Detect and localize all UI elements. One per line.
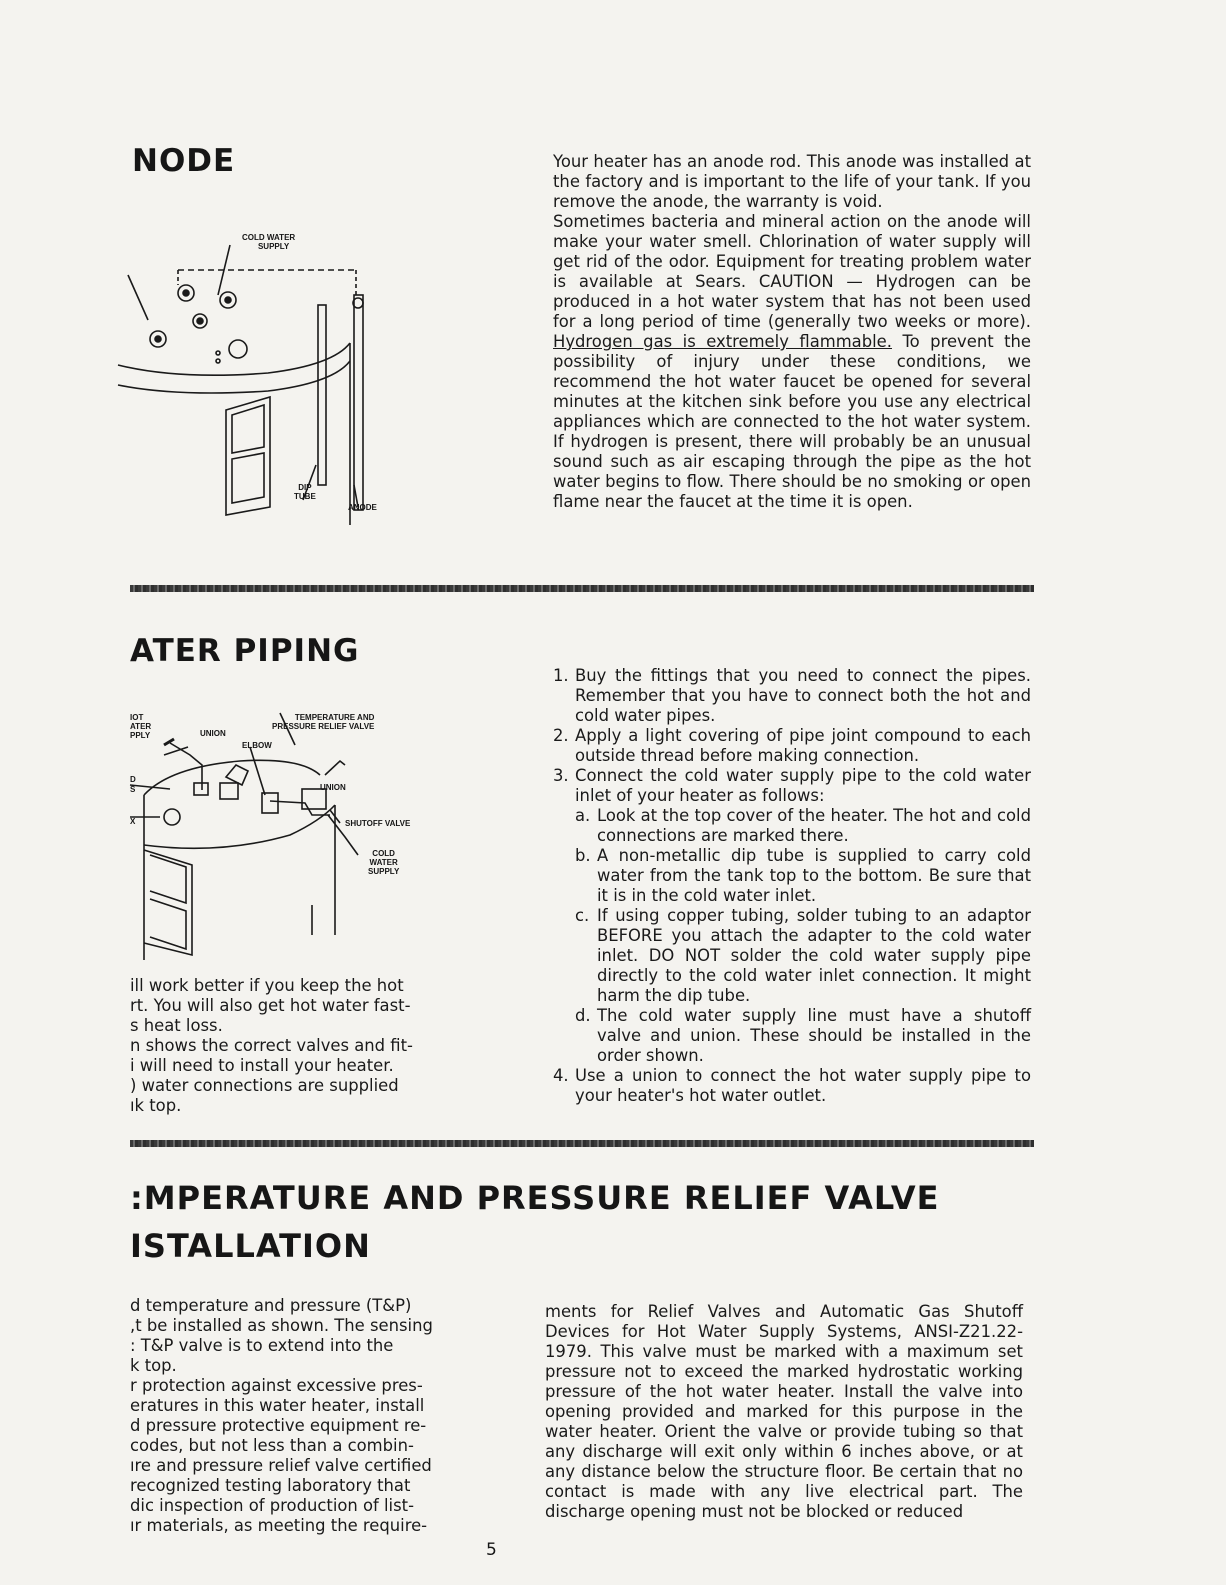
- tp-left-line: k top.: [130, 1356, 177, 1375]
- label-mark-s: S: [130, 785, 136, 794]
- tp-left-line: eratures in this water heater, install: [130, 1396, 425, 1415]
- piping-left-line: ) water connections are supplied: [130, 1076, 399, 1095]
- substep-c: [575, 906, 1031, 1006]
- section-divider-1: [130, 585, 1034, 592]
- section-heading-water-piping: ATER PIPING: [130, 633, 360, 669]
- tp-right-paragraph: ments for Relief Valves and Automatic Gas Shutoff Devices for Hot Water Supply Systems, ANSI-Z21.22-1979. This valve must be marked with a maximum set pressure not to exceed the marked hydrostatic working pressure of the hot water heater. Install the valve into opening provided and marked for this purpose in the water heater. Orient the valve or provide tubing so that any discharge will exit only within 6 inches above, or at any distance below the structure floor. Be certain that no contact is made with any live electrical part. The discharge opening must not be blocked or reduced: [545, 1302, 1023, 1521]
- anode-paragraph-1: Your heater has an anode rod. This anode was installed at the factory and is important to the life of your tank. If you remove the anode, the warranty is void.: [553, 152, 1031, 211]
- substep-text: A non-metallic dip tube is supplied to carry cold water from the tank top to the bottom. Be sure that it is in the cold water inlet.: [597, 846, 1031, 905]
- step-number: 1.: [553, 666, 569, 685]
- tp-left-line: dic inspection of production of list-: [130, 1496, 414, 1515]
- section-divider-2: [130, 1140, 1034, 1147]
- label-cold-water-supply-2: [368, 849, 399, 876]
- step-4: [553, 1066, 1031, 1106]
- substep-letter: d.: [575, 1006, 591, 1025]
- label-cold-water-line2: SUPPLY: [257, 242, 290, 251]
- label-hot-water-supply: [130, 713, 151, 740]
- page-number: 5: [486, 1540, 497, 1560]
- step-text: Connect the cold water supply pipe to the cold water inlet of your heater as follows:: [575, 766, 1031, 805]
- substep-d: [575, 1006, 1031, 1066]
- step-3: [553, 766, 1031, 1066]
- step-text: Use a union to connect the hot water supply pipe to your heater's hot water outlet.: [575, 1066, 1031, 1105]
- label-mark-d: D: [130, 775, 136, 784]
- anode-paragraph-2: [553, 212, 1031, 512]
- tp-left-line: ıre and pressure relief valve certified: [130, 1456, 432, 1475]
- hydrogen-warning: Hydrogen gas is extremely flammable.: [553, 332, 892, 351]
- label-dip-line2: TUBE: [294, 492, 316, 501]
- tp-left-line: codes, but not less than a combin-: [130, 1436, 414, 1455]
- piping-left-line: ık top.: [130, 1096, 182, 1115]
- label-dip-tube: [294, 483, 316, 501]
- label-elbow: ELBOW: [242, 741, 272, 750]
- label-tp-line1: TEMPERATURE AND: [294, 713, 375, 722]
- label-cold-water-supply: [242, 233, 295, 251]
- piping-left-line: ill work better if you keep the hot: [130, 976, 404, 995]
- tp-left-line: ,t be installed as shown. The sensing: [130, 1316, 433, 1335]
- tp-left-line: r protection against excessive pres-: [130, 1376, 423, 1395]
- label-hot-line2: ATER: [130, 722, 152, 731]
- label-cold-water-line1: COLD WATER: [242, 233, 296, 242]
- tp-left-line: : T&P valve is to extend into the: [130, 1336, 394, 1355]
- label-shutoff-valve: SHUTOFF VALVE: [345, 819, 411, 828]
- step-text: Apply a light covering of pipe joint compound to each outside thread before making connection.: [575, 726, 1031, 765]
- tp-left-text: [130, 1296, 460, 1536]
- substep-b: [575, 846, 1031, 906]
- substep-text: If using copper tubing, solder tubing to an adaptor BEFORE you attach the adapter to the cold water inlet. DO NOT solder the cold water supply pipe directly to the cold water inlet connection. It might harm the dip tube.: [597, 906, 1031, 1005]
- piping-left-line: s heat loss.: [130, 1016, 223, 1035]
- step-number: 2.: [553, 726, 569, 745]
- section-heading-installation: ISTALLATION: [130, 1227, 371, 1265]
- label-cold-line3: SUPPLY: [368, 867, 400, 876]
- step-2: [553, 726, 1031, 766]
- piping-left-line: rt. You will also get hot water fast-: [130, 996, 411, 1015]
- label-hot-line1: IOT: [130, 713, 144, 722]
- step-text: Buy the fittings that you need to connect the pipes. Remember that you have to connect both the hot and cold water pipes.: [575, 666, 1031, 725]
- step-number: 4.: [553, 1066, 569, 1085]
- water-piping-illustration: [130, 705, 460, 970]
- piping-diagram: [130, 705, 460, 970]
- label-dip-line1: DIP: [298, 483, 312, 492]
- piping-left-text: [130, 976, 460, 1116]
- label-tp-line2: PRESSURE RELIEF VALVE: [272, 722, 375, 731]
- substep-letter: a.: [575, 806, 591, 825]
- substep-a: [575, 806, 1031, 846]
- step-1: [553, 666, 1031, 726]
- label-union-left: UNION: [200, 729, 226, 738]
- step-number: 3.: [553, 766, 569, 785]
- tp-left-line: ır materials, as meeting the require-: [130, 1516, 428, 1535]
- label-cold-line1: COLD: [372, 849, 395, 858]
- section-heading-anode: NODE: [132, 143, 236, 179]
- substep-text: The cold water supply line must have a shutoff valve and union. These should be installed in the order shown.: [597, 1006, 1031, 1065]
- anode-text-column: [553, 152, 1031, 512]
- substep-text: Look at the top cover of the heater. The hot and cold connections are marked there.: [597, 806, 1031, 845]
- label-mark-x: X: [130, 817, 136, 826]
- substep-letter: c.: [575, 906, 590, 925]
- section-heading-tp-valve: :MPERATURE AND PRESSURE RELIEF VALVE: [130, 1179, 940, 1217]
- piping-left-line: n shows the correct valves and fit-: [130, 1036, 413, 1055]
- tp-left-line: recognized testing laboratory that: [130, 1476, 411, 1495]
- anode-diagram: [118, 225, 408, 525]
- tp-left-line: d temperature and pressure (T&P): [130, 1296, 412, 1315]
- label-tp-valve: [272, 713, 374, 731]
- piping-steps: [553, 666, 1031, 1106]
- substep-letter: b.: [575, 846, 591, 865]
- piping-left-line: i will need to install your heater.: [130, 1056, 394, 1075]
- label-hot-line3: PPLY: [130, 731, 151, 740]
- anode-caution-text: Sometimes bacteria and mineral action on the anode will make your water smell. Chlorination of water supply will get rid of the odor. Equipment for treating problem water is available at Sears. CAUTION — Hydrogen can be produced in a hot water system that has not been used for a long period of time (generally two weeks or more).: [553, 212, 1031, 331]
- label-cold-line2: WATER: [369, 858, 398, 867]
- tp-left-line: d pressure protective equipment re-: [130, 1416, 427, 1435]
- water-heater-anode-illustration: [118, 225, 408, 525]
- label-union-right: UNION: [320, 783, 346, 792]
- tp-right-text: [545, 1302, 1023, 1522]
- label-anode: ANODE: [348, 503, 377, 512]
- anode-prevention-text: To prevent the possibility of injury under these conditions, we recommend the hot water faucet be opened for several minutes at the kitchen sink before you use any electrical appliances which are connected to the hot water system. If hydrogen is present, there will probably be an unusual sound such as air escaping through the pipe as the hot water begins to flow. There should be no smoking or open flame near the faucet at the time it is open.: [553, 332, 1032, 511]
